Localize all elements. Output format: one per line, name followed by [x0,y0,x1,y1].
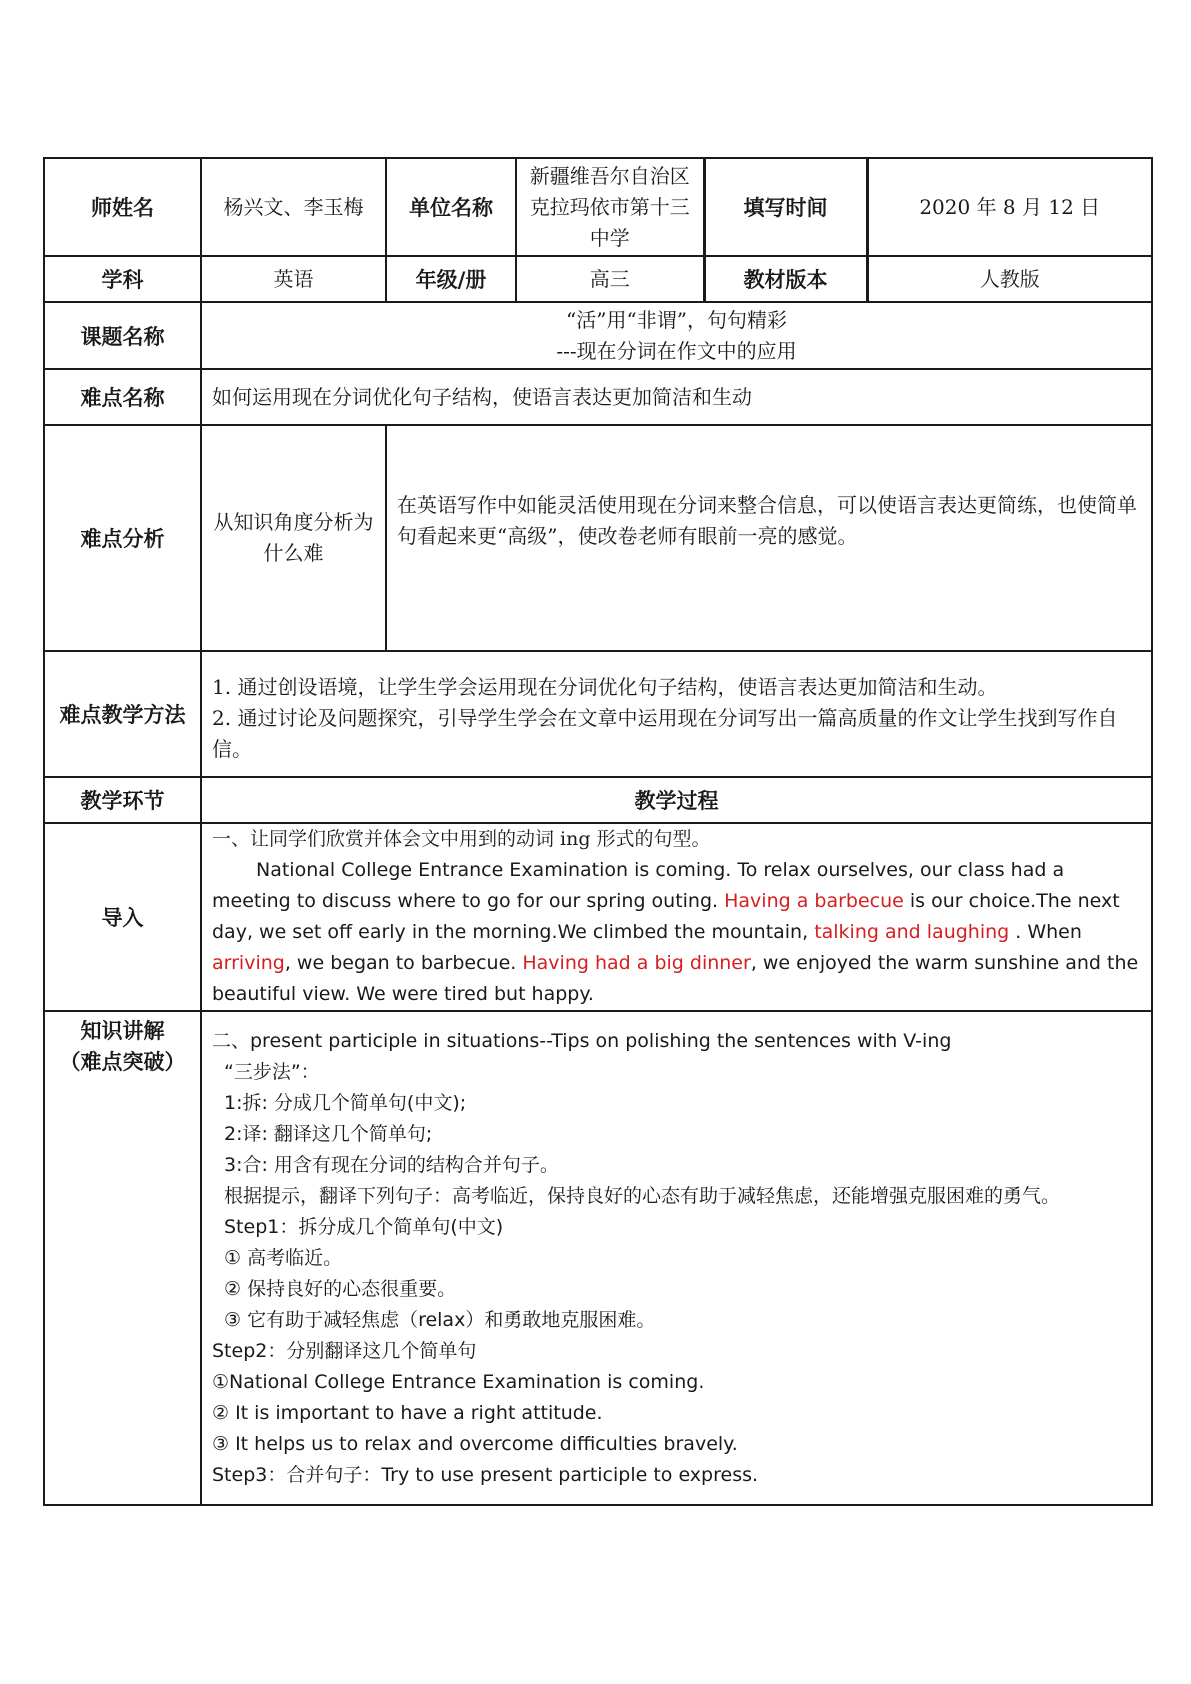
method-label: 难点教学方法 [44,651,201,777]
difficulty-value: 如何运用现在分词优化句子结构，使语言表达更加简洁和生动 [201,369,1152,425]
lesson-plan-table [43,157,1153,1506]
difficulty-row [44,369,1152,425]
translation-task: 根据提示，翻译下列句子：高考临近，保持良好的心态有助于减轻焦虑，还能增强克服困难的勇气。 [224,1184,1061,1207]
step2-heading: Step2：分别翻译这几个简单句 [212,1339,477,1362]
analysis-label: 难点分析 [44,425,201,651]
topic-value [201,302,1152,369]
teacher-label: 师姓名 [44,158,201,256]
knowledge-label-line-2: （难点突破） [59,1050,186,1074]
unit-value: 新疆维吾尔自治区克拉玛依市第十三中学 [516,158,704,256]
grade-label: 年级/册 [386,256,516,302]
knowledge-label-line-1: 知识讲解 [80,1019,165,1043]
process-section-title: 教学过程 [201,777,1152,823]
chinese-sentence-1: ① 高考临近。 [224,1246,343,1269]
intro-title: 一、让同学们欣赏并体会文中用到的动词 ing 形式的句型。 [212,828,711,850]
highlight-having-had-a-big-dinner: Having had a big dinner [522,952,751,974]
analysis-sub-label: 从知识角度分析为什么难 [201,425,386,651]
step3-heading: Step3：合并句子：Try to use present participle to express. [212,1463,759,1486]
intro-passage [212,855,1141,1010]
header-row-1 [44,158,1152,256]
teacher-value: 杨兴文、李玉梅 [201,158,386,256]
edition-label: 教材版本 [704,256,867,302]
topic-label: 课题名称 [44,302,201,369]
subject-label: 学科 [44,256,201,302]
method-step-combine: 3:合: 用含有现在分词的结构合并句子。 [224,1153,559,1176]
analysis-row [44,425,1152,651]
chinese-sentence-2: ② 保持良好的心态很重要。 [224,1277,457,1300]
intro-row [44,823,1152,1011]
topic-line-2: ---现在分词在作文中的应用 [556,338,797,363]
knowledge-row [44,1011,1152,1505]
passage-text-2: is our choice.The next day, we set off early in the morning.We climbed the mountain, [212,890,1120,943]
unit-label: 单位名称 [386,158,516,256]
header-row-2 [44,256,1152,302]
knowledge-content [201,1011,1152,1505]
highlight-arriving: arriving [212,952,285,974]
method-value [201,651,1152,777]
english-sentence-1: ①National College Entrance Examination is coming. [212,1370,705,1393]
knowledge-label [44,1011,201,1505]
date-value: 2020 年 8 月 12 日 [867,158,1152,256]
intro-label: 导入 [44,823,201,1011]
difficulty-label: 难点名称 [44,369,201,425]
three-step-method: “三步法”： [224,1060,320,1083]
method-step-split: 1:拆: 分成几个简单句(中文); [224,1091,467,1114]
passage-text-4: , we began to barbecue. [284,952,523,974]
method-item-2: 2. 通过讨论及问题探究，引导学生学会在文章中运用现在分词写出一篇高质量的作文让学生找到写作自信。 [212,705,1118,761]
passage-text-1: National College Entrance Examination is coming. To relax ourselves, our class had a meeting to discuss where to go for our spring outing. [212,859,1065,912]
chinese-sentence-3: ③ 它有助于减轻焦虑（relax）和勇敢地克服困难。 [224,1308,656,1331]
topic-line-1: “活”用“非谓”，句句精彩 [566,307,787,332]
grade-value: 高三 [516,256,704,302]
method-item-1: 1. 通过创设语境，让学生学会运用现在分词优化句子结构，使语言表达更加简洁和生动。 [212,674,998,699]
subject-value: 英语 [201,256,386,302]
passage-text-5: , we enjoyed the warm sunshine and the beautiful view. We were tired but happy. [212,952,1139,1005]
highlight-having-a-barbecue: Having a barbecue [724,890,904,912]
process-section-label: 教学环节 [44,777,201,823]
passage-text-3: . When [1009,921,1082,943]
method-step-translate: 2:译: 翻译这几个简单句; [224,1122,433,1145]
topic-row [44,302,1152,369]
intro-content [201,823,1152,1011]
english-sentence-3: ③ It helps us to relax and overcome difficulties bravely. [212,1432,738,1455]
edition-value: 人教版 [867,256,1152,302]
knowledge-title: 二、present participle in situations--Tips on polishing the sentences with V-ing [212,1029,952,1052]
process-header-row [44,777,1152,823]
highlight-talking-and-laughing: talking and laughing [814,921,1010,943]
analysis-value: 在英语写作中如能灵活使用现在分词来整合信息，可以使语言表达更简练，也使简单句看起来更“高级”，使改卷老师有眼前一亮的感觉。 [386,425,1152,651]
date-label: 填写时间 [704,158,867,256]
step1-heading: Step1：拆分成几个简单句(中文) [224,1215,504,1238]
method-row [44,651,1152,777]
english-sentence-2: ② It is important to have a right attitude. [212,1401,603,1424]
